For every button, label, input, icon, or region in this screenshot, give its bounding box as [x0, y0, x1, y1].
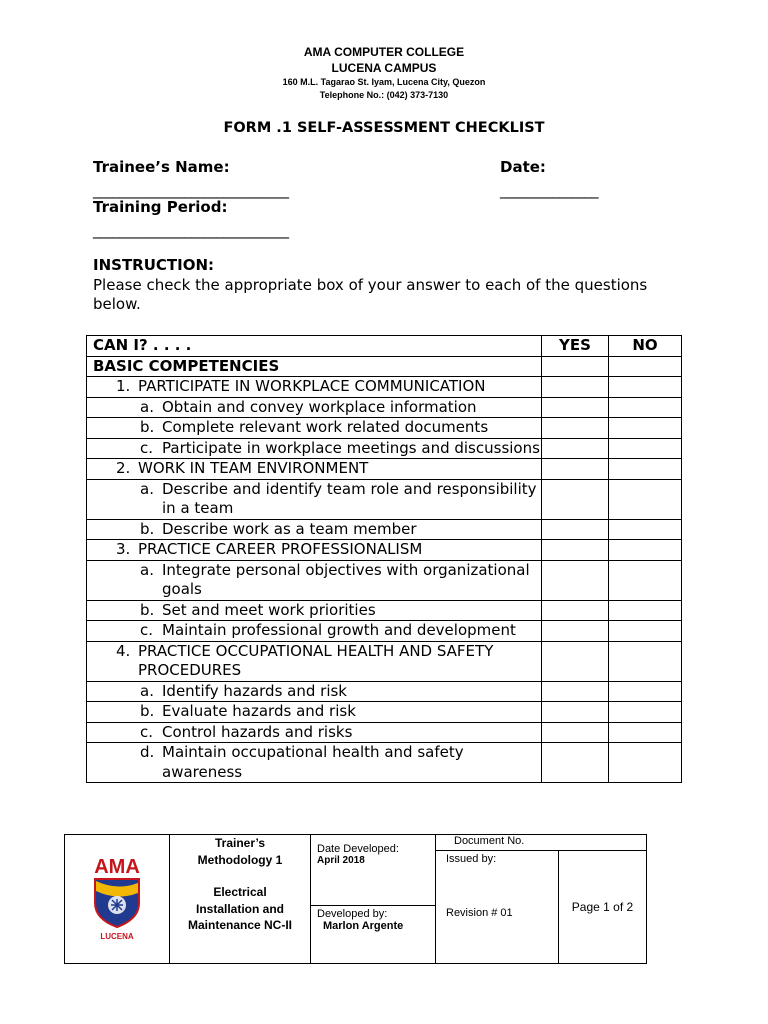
- no-checkbox[interactable]: [609, 560, 682, 600]
- table-header-row: [87, 336, 682, 357]
- yes-checkbox[interactable]: [542, 540, 609, 561]
- no-checkbox[interactable]: [609, 356, 682, 377]
- date-blank[interactable]: _______________: [500, 181, 598, 199]
- document-no-cell: [436, 835, 647, 851]
- no-checkbox[interactable]: [609, 418, 682, 439]
- college-address: 160 M.L. Tagarao St. Iyam, Lucena City, Quezon: [282, 77, 486, 87]
- item-label: PARTICIPATE IN WORKPLACE COMMUNICATION: [138, 377, 486, 395]
- no-checkbox[interactable]: [609, 519, 682, 540]
- item-label: Set and meet work priorities: [162, 600, 376, 619]
- table-row: [87, 743, 682, 783]
- developed-by-value: Marlon Argente: [323, 920, 404, 932]
- no-checkbox[interactable]: [609, 600, 682, 621]
- competency-cell: [87, 641, 542, 681]
- sub-item-cell: [87, 743, 542, 783]
- no-checkbox[interactable]: [609, 641, 682, 681]
- item-label: Obtain and convey workplace information: [162, 397, 477, 416]
- item-number: 2.: [116, 459, 131, 477]
- form-title: FORM .1 SELF-ASSESSMENT CHECKLIST: [223, 120, 545, 136]
- item-label: Control hazards and risks: [162, 722, 353, 741]
- sub-item-cell: [87, 600, 542, 621]
- logo-text: AMA: [94, 856, 140, 878]
- item-label: PRACTICE OCCUPATIONAL HEALTH AND SAFETY PROCEDURES: [138, 641, 494, 679]
- no-checkbox[interactable]: [609, 459, 682, 480]
- yes-checkbox[interactable]: [542, 479, 609, 519]
- item-number: 4.: [116, 641, 131, 660]
- item-label: WORK IN TEAM ENVIRONMENT: [138, 459, 369, 477]
- table-row: [87, 377, 682, 398]
- item-letter: d.: [140, 743, 155, 761]
- item-label: Participate in workplace meetings and discussions: [162, 438, 540, 457]
- no-checkbox[interactable]: [609, 621, 682, 642]
- item-label: Integrate personal objectives with organizational goals: [162, 560, 530, 598]
- date-label: Date:: [500, 158, 546, 176]
- no-checkbox[interactable]: [609, 743, 682, 783]
- college-header: [0, 44, 768, 102]
- table-row: [87, 479, 682, 519]
- date-developed-value: April 2018: [317, 855, 365, 866]
- item-letter: a.: [140, 397, 154, 416]
- yes-checkbox[interactable]: [542, 621, 609, 642]
- page-number: Page 1 of 2: [571, 900, 634, 914]
- sub-item-cell: [87, 438, 542, 459]
- item-number: 3.: [116, 540, 131, 558]
- sub-item-cell: [87, 479, 542, 519]
- yes-checkbox[interactable]: [542, 519, 609, 540]
- table-row: [87, 560, 682, 600]
- course-cell: [170, 835, 311, 964]
- developed-by-cell: [311, 906, 436, 964]
- document-no-label: Document No.: [454, 835, 525, 847]
- item-number: 1.: [116, 377, 131, 395]
- campus-name: LUCENA CAMPUS: [331, 61, 437, 75]
- sub-item-cell: [87, 519, 542, 540]
- yes-checkbox[interactable]: [542, 743, 609, 783]
- college-name: AMA COMPUTER COLLEGE: [303, 45, 465, 59]
- revision-label: Revision # 01: [446, 907, 513, 919]
- table-row: [87, 681, 682, 702]
- yes-checkbox[interactable]: [542, 397, 609, 418]
- competency-cell: [87, 377, 542, 398]
- table-row: [87, 641, 682, 681]
- yes-checkbox[interactable]: [542, 681, 609, 702]
- instruction-text: Please check the appropriate box of your answer to each of the questions below.: [93, 276, 648, 313]
- yes-checkbox[interactable]: [542, 418, 609, 439]
- yes-checkbox[interactable]: [542, 377, 609, 398]
- item-label: Complete relevant work related documents: [162, 418, 489, 436]
- yes-column-header: YES: [542, 336, 609, 357]
- training-period-label: Training Period:: [93, 198, 228, 216]
- sub-item-cell: [87, 397, 542, 418]
- item-label: Evaluate hazards and risk: [162, 702, 356, 720]
- sub-item-cell: [87, 681, 542, 702]
- section-title: BASIC COMPETENCIES: [87, 356, 542, 377]
- item-letter: a.: [140, 681, 154, 700]
- section-row: [87, 356, 682, 377]
- yes-checkbox[interactable]: [542, 560, 609, 600]
- table-row: [87, 600, 682, 621]
- sub-item-cell: [87, 560, 542, 600]
- sub-item-cell: [87, 702, 542, 723]
- item-letter: b.: [140, 418, 155, 436]
- yes-checkbox[interactable]: [542, 438, 609, 459]
- yes-checkbox[interactable]: [542, 600, 609, 621]
- instruction-title: INSTRUCTION:: [93, 256, 215, 274]
- item-letter: a.: [140, 560, 154, 579]
- no-checkbox[interactable]: [609, 377, 682, 398]
- yes-checkbox[interactable]: [542, 702, 609, 723]
- item-letter: c.: [140, 438, 154, 457]
- table-row: [87, 438, 682, 459]
- item-letter: c.: [140, 621, 154, 639]
- logo-cell: [65, 835, 170, 964]
- item-label: Describe work as a team member: [162, 519, 417, 538]
- yes-checkbox[interactable]: [542, 459, 609, 480]
- no-checkbox[interactable]: [609, 397, 682, 418]
- table-row: [87, 621, 682, 642]
- table-row: [87, 418, 682, 439]
- no-checkbox[interactable]: [609, 681, 682, 702]
- table-row: [87, 397, 682, 418]
- course-title: Electrical Installation and Maintenance NC-II: [188, 885, 293, 932]
- issued-by-cell: [436, 851, 559, 964]
- table-row: [87, 540, 682, 561]
- item-label: Maintain professional growth and development: [162, 621, 516, 639]
- yes-checkbox[interactable]: [542, 722, 609, 743]
- trainee-name-blank[interactable]: ______________________________: [93, 181, 288, 199]
- item-label: Describe and identify team role and responsibility in a team: [162, 479, 537, 517]
- no-checkbox[interactable]: [609, 479, 682, 519]
- document-footer: [64, 834, 647, 964]
- item-label: Identify hazards and risk: [162, 681, 347, 700]
- item-letter: c.: [140, 722, 154, 741]
- item-letter: b.: [140, 702, 155, 720]
- item-label: PRACTICE CAREER PROFESSIONALISM: [138, 540, 423, 558]
- no-checkbox[interactable]: [609, 722, 682, 743]
- date-developed-label: Date Developed:: [317, 843, 399, 855]
- sub-item-cell: [87, 722, 542, 743]
- trainee-name-label: Trainee’s Name:: [93, 158, 230, 176]
- date-developed-cell: [311, 835, 436, 906]
- no-checkbox[interactable]: [609, 702, 682, 723]
- table-row: [87, 722, 682, 743]
- competency-cell: [87, 540, 542, 561]
- training-period-blank[interactable]: ______________________________: [93, 221, 288, 239]
- table-row: [87, 519, 682, 540]
- college-telephone: Telephone No.: (042) 373-7130: [319, 90, 449, 100]
- item-label: Maintain occupational health and safety awareness: [162, 743, 464, 781]
- no-column-header: NO: [609, 336, 682, 357]
- issued-by-label: Issued by:: [446, 853, 497, 865]
- no-checkbox[interactable]: [609, 438, 682, 459]
- can-i-header: CAN I? . . . .: [87, 336, 542, 357]
- item-letter: b.: [140, 600, 155, 619]
- self-assessment-table: [86, 335, 682, 783]
- logo-sub: LUCENA: [100, 932, 134, 941]
- yes-checkbox[interactable]: [542, 356, 609, 377]
- table-row: [87, 459, 682, 480]
- item-letter: a.: [140, 479, 154, 498]
- developed-by-label: Developed by:: [317, 908, 388, 920]
- item-letter: b.: [140, 519, 155, 538]
- page-cell: [559, 851, 647, 964]
- no-checkbox[interactable]: [609, 540, 682, 561]
- yes-checkbox[interactable]: [542, 641, 609, 681]
- ama-logo: [87, 855, 147, 935]
- sub-item-cell: [87, 621, 542, 642]
- table-row: [87, 702, 682, 723]
- sub-item-cell: [87, 418, 542, 439]
- methodology-title: Trainer’s Methodology 1: [197, 836, 283, 867]
- competency-cell: [87, 459, 542, 480]
